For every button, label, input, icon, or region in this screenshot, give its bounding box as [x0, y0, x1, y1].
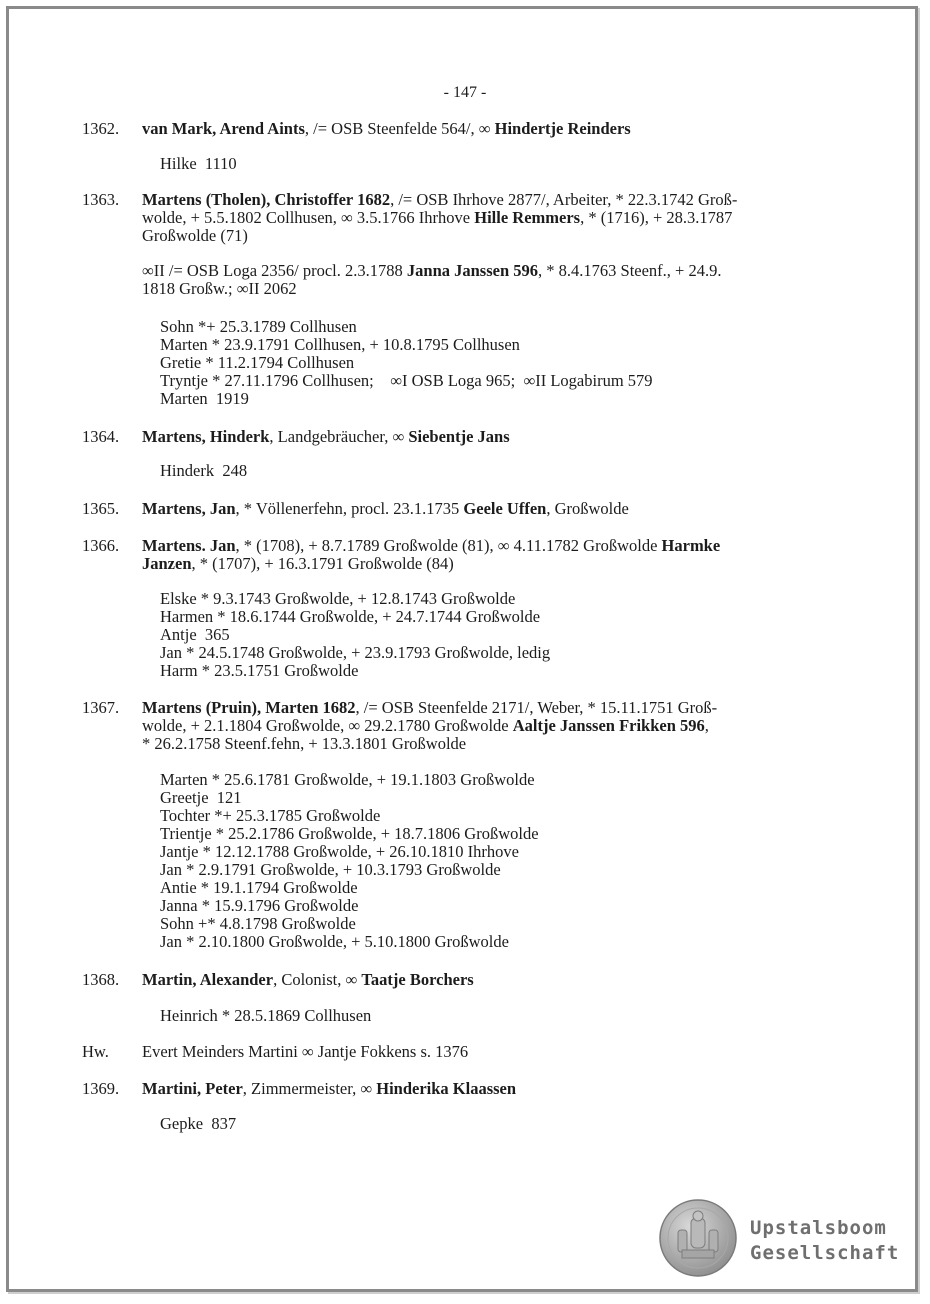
entry-text: , * (1708), + 8.7.1789 Großwolde (81), ∞ 4.11.1782 Großwolde [235, 536, 662, 555]
entry-heading [142, 191, 852, 245]
entry-text: , Zimmermeister, ∞ [242, 1079, 377, 1098]
entry-heading [142, 1080, 852, 1098]
person-name: Martens. Jan [142, 536, 236, 555]
entry-text: , Colonist, ∞ [273, 970, 362, 989]
child-record: Sohn *+ 25.3.1789 Collhusen [160, 317, 357, 336]
entry-heading [142, 120, 852, 138]
entry-number: 1363. [82, 190, 120, 209]
entry-text: , * (1716), + 28.3.1787 [580, 208, 733, 227]
person-name: Martens (Pruin), Marten 1682 [142, 698, 356, 717]
entry-text: , /= OSB Steenfelde 564/, ∞ [304, 119, 495, 138]
child-record: Gretie * 11.2.1794 Collhusen [160, 353, 355, 372]
person-name: Janna Janssen 596 [406, 261, 539, 280]
entry-text: 1818 Großw.; ∞II 2062 [142, 279, 297, 298]
brand-line-2: Gesellschaft [750, 1242, 900, 1264]
genealogy-entry [82, 1043, 852, 1061]
entry-number: 1369. [82, 1079, 120, 1098]
entry-line [142, 191, 852, 209]
child-record: Elske * 9.3.1743 Großwolde, + 12.8.1743 Großwolde [160, 589, 516, 608]
entry-line [142, 717, 852, 735]
entry-number: 1364. [82, 427, 120, 446]
entry-heading [142, 537, 852, 573]
entry-number: Hw. [82, 1042, 109, 1061]
entry-text: , * 8.4.1763 Steenf., + 24.9. [538, 261, 722, 280]
genealogy-entry [82, 699, 852, 753]
genealogy-entry [82, 537, 852, 573]
entry-text: , Landgebräucher, ∞ [269, 427, 409, 446]
entry-text: wolde, + 2.1.1804 Großwolde, ∞ 29.2.1780 Großwolde [142, 716, 513, 735]
entry-heading [142, 1043, 852, 1061]
person-name: van Mark, Arend Aints [142, 119, 305, 138]
child-record: Antje 365 [160, 625, 230, 644]
entry-heading [142, 428, 852, 446]
person-name: Hindertje Reinders [494, 119, 631, 138]
entry-line [142, 1043, 852, 1061]
brand-name [750, 1216, 899, 1266]
genealogy-entry [82, 1080, 852, 1098]
entry-line [142, 555, 852, 573]
child-record: Jantje * 12.12.1788 Großwolde, + 26.10.1810 Ihrhove [160, 842, 519, 861]
entry-heading [142, 971, 852, 989]
person-name: Martens, Jan [142, 499, 236, 518]
child-record: Harm * 23.5.1751 Großwolde [160, 661, 359, 680]
genealogy-entry [82, 191, 852, 245]
child-record: Hinderk 248 [160, 461, 248, 480]
child-record: Marten 1919 [160, 389, 249, 408]
child-record: Greetje 121 [160, 788, 242, 807]
entry-line [142, 500, 852, 518]
person-name: Harmke [661, 536, 721, 555]
child-record: Jan * 2.10.1800 Großwolde, + 5.10.1800 Großwolde [160, 932, 509, 951]
person-name: Geele Uffen [463, 499, 547, 518]
entry-line [142, 280, 852, 298]
entry-second-marriage [82, 262, 852, 298]
person-name: Hinderika Klaassen [376, 1079, 517, 1098]
person-name: Martens (Tholen), Christoffer 1682 [142, 190, 391, 209]
child-record: Sohn +* 4.8.1798 Großwolde [160, 914, 356, 933]
entry-line [142, 209, 852, 227]
child-record: Hilke 1110 [160, 154, 237, 173]
child-record: Tochter *+ 25.3.1785 Großwolde [160, 806, 381, 825]
entry-number: 1368. [82, 970, 120, 989]
person-name: Siebentje Jans [408, 427, 510, 446]
entry-text: , * (1707), + 16.3.1791 Großwolde (84) [191, 554, 454, 573]
entry-text: Großwolde (71) [142, 226, 248, 245]
child-record: Gepke 837 [160, 1114, 237, 1133]
entry-text: wolde, + 5.5.1802 Collhusen, ∞ 3.5.1766 Ihrhove [142, 208, 475, 227]
entry-text: * 26.2.1758 Steenf.fehn, + 13.3.1801 Großwolde [142, 734, 467, 753]
entry-text: , /= OSB Steenfelde 2171/, Weber, * 15.11.1751 Groß- [355, 698, 718, 717]
entry-number: 1367. [82, 698, 120, 717]
person-name: Aaltje Janssen Frikken 596 [512, 716, 705, 735]
child-record: Tryntje * 27.11.1796 Collhusen; ∞I OSB Loga 965; ∞II Logabirum 579 [160, 371, 653, 390]
person-name: Martin, Alexander [142, 970, 274, 989]
entry-line [142, 735, 852, 753]
child-record: Marten * 23.9.1791 Collhusen, + 10.8.1795 Collhusen [160, 335, 520, 354]
child-record: Jan * 24.5.1748 Großwolde, + 23.9.1793 Großwolde, ledig [160, 643, 551, 662]
entry-number: 1366. [82, 536, 120, 555]
person-name: Martens, Hinderk [142, 427, 270, 446]
entry-heading [142, 699, 852, 753]
entry-line [142, 227, 852, 245]
genealogy-entry [82, 120, 852, 138]
entry-line [142, 699, 852, 717]
genealogy-entry [82, 971, 852, 989]
brand-line-1: Upstalsboom [750, 1217, 887, 1239]
entry-line [142, 428, 852, 446]
seal-icon [658, 1198, 738, 1278]
person-name: Martini, Peter [142, 1079, 243, 1098]
entry-line [142, 971, 852, 989]
child-record: Heinrich * 28.5.1869 Collhusen [160, 1006, 372, 1025]
entry-text: , * Völlenerfehn, procl. 23.1.1735 [235, 499, 464, 518]
entry-text: Evert Meinders Martini ∞ Jantje Fokkens s. 1376 [142, 1042, 469, 1061]
entry-heading [142, 500, 852, 518]
child-record: Jan * 2.9.1791 Großwolde, + 10.3.1793 Großwolde [160, 860, 501, 879]
entry-text: , /= OSB Ihrhove 2877/, Arbeiter, * 22.3.1742 Groß- [390, 190, 738, 209]
child-record: Marten * 25.6.1781 Großwolde, + 19.1.1803 Großwolde [160, 770, 535, 789]
society-logo [658, 1198, 908, 1282]
genealogy-entry [82, 428, 852, 446]
person-name: Janzen [142, 554, 192, 573]
child-record: Harmen * 18.6.1744 Großwolde, + 24.7.1744 Großwolde [160, 607, 541, 626]
child-record: Antie * 19.1.1794 Großwolde [160, 878, 358, 897]
entry-line [142, 120, 852, 138]
genealogy-entry [82, 500, 852, 518]
entry-text: ∞II /= OSB Loga 2356/ procl. 2.3.1788 [142, 261, 407, 280]
entry-text: , [704, 716, 709, 735]
entry-number: 1365. [82, 499, 120, 518]
person-name: Taatje Borchers [361, 970, 474, 989]
page-number: - 147 - [443, 84, 487, 101]
child-record: Janna * 15.9.1796 Großwolde [160, 896, 359, 915]
person-name: Hille Remmers [474, 208, 581, 227]
entry-number: 1362. [82, 119, 120, 138]
entry-text: , Großwolde [546, 499, 629, 518]
entry-line [142, 537, 852, 555]
child-record: Trientje * 25.2.1786 Großwolde, + 18.7.1806 Großwolde [160, 824, 539, 843]
entry-line [142, 262, 852, 280]
entry-line [142, 1080, 852, 1098]
